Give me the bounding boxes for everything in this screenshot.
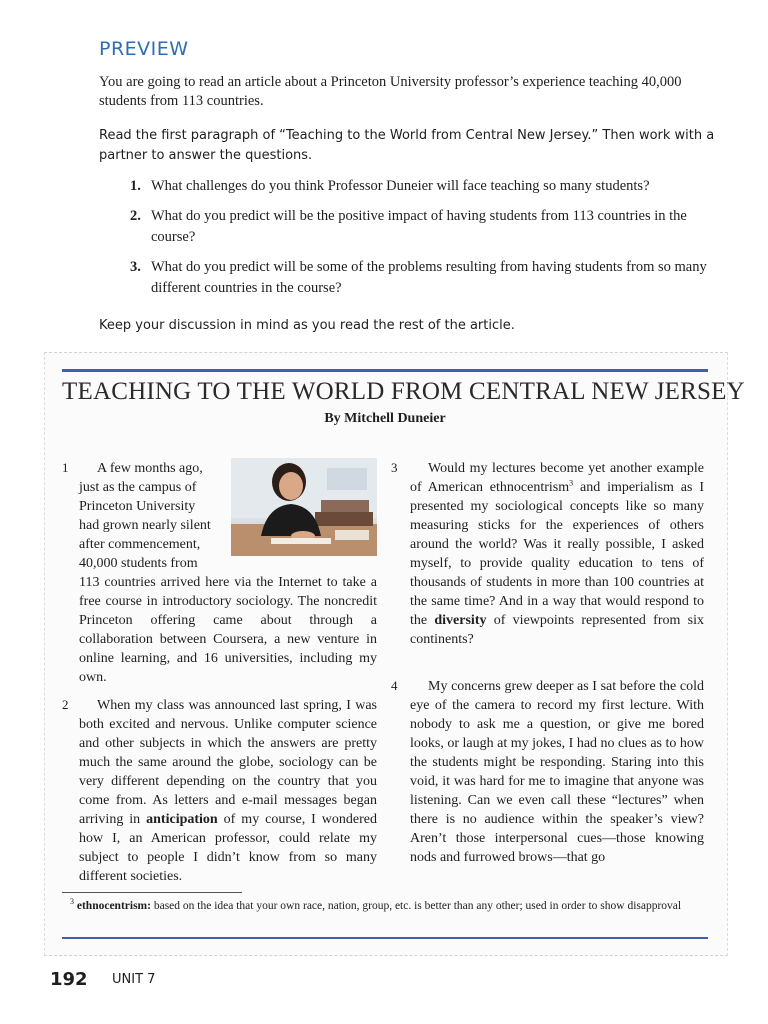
paragraph-1-wrap [79, 459, 229, 573]
footnote-number: 3 [70, 897, 74, 907]
paragraph-number: 4 [391, 678, 398, 693]
footnote-definition: based on the idea that your own race, nation, group, etc. is better than any other; used in order to show disapproval [150, 900, 682, 912]
article-byline: By Mitchell Duneier [324, 411, 446, 426]
paragraph-text: When my class was announced last spring, I was both excited and nervous. Unlike computer science and other subjects in which the answers are pretty much the same around the globe, sociology can be very different depending on the country that you come from. As letters and e-mail messages began arriving in [79, 698, 377, 827]
question-number: 1. [130, 178, 141, 194]
paragraph-number: 3 [391, 460, 398, 475]
paragraph-3 [410, 459, 704, 649]
preview-instruction: Read the first paragraph of “Teaching to the World from Central New Jersey.” Then work with a partner to answer the questions. [99, 128, 715, 163]
wrap-line: just as the campus of [79, 480, 197, 495]
paragraph-number: 2 [62, 697, 69, 712]
question-number: 3. [130, 259, 141, 275]
question-list [130, 176, 720, 308]
paragraph-2 [79, 696, 377, 886]
question-number: 2. [130, 208, 141, 224]
unit-label: UNIT 7 [112, 972, 156, 987]
page-number: 192 [50, 969, 88, 990]
wrap-line: after commencement, [79, 537, 201, 552]
wrap-line: Princeton University [79, 499, 196, 514]
paragraph-4: My concerns grew deeper as I sat before the cold eye of the camera to record my first lecture. With nobody to ask me a question, or give me bored looks, or laugh at my jokes, I had no clues as to how the students might be responding. Staring into this void, it was hard for me to imagine that anyone was listening. Can we even call these “lectures” when there is no audience within the speaker’s view? Aren’t those interpersonal cues—those knowing nods and furrowed brows—that go [410, 679, 704, 865]
question-text: What do you predict will be the positive impact of having students from 113 countries in the course? [151, 208, 687, 245]
wrap-line: had grown nearly silent [79, 518, 211, 533]
vocab-word: anticipation [146, 812, 218, 827]
wrap-line: A few months ago, [97, 461, 203, 476]
student-photo [231, 458, 377, 556]
paragraph-1-rest: 113 countries arrived here via the Internet to take a free course in introductory sociology. The noncredit Princeton offering came about through a collaboration between Coursera, a new venture in online learning, and 16 universities, including my own. [79, 575, 377, 685]
paragraph-number: 1 [62, 460, 69, 475]
article-bottom-rule [62, 937, 708, 939]
wrap-line: 40,000 students from [79, 556, 198, 571]
student-illustration [231, 458, 377, 556]
article-title: TEACHING TO THE WORLD FROM CENTRAL NEW JERSEY [62, 378, 745, 405]
question-item [130, 176, 720, 197]
preview-heading: PREVIEW [99, 38, 189, 60]
question-text: What challenges do you think Professor Duneier will face teaching so many students? [151, 178, 650, 194]
question-item [130, 206, 720, 248]
paragraph-text: of my course, I wondered how I, an American professor, could relate my subject to people I didn’t know from so many different societies. [79, 812, 377, 884]
article-top-rule [62, 369, 708, 372]
paragraph-text: of viewpoints represented from six continents? [410, 613, 704, 647]
footnote-rule [62, 892, 242, 893]
preview-closing: Keep your discussion in mind as you read the rest of the article. [99, 318, 515, 333]
footnote [70, 897, 710, 915]
vocab-word: diversity [434, 613, 487, 628]
footnote-marker: 3 [569, 478, 574, 488]
question-text: What do you predict will be some of the problems resulting from having students from so many different countries in the course? [151, 259, 707, 296]
footnote-term: ethnocentrism: [76, 900, 151, 912]
paragraph-text: Would my lectures become yet another example of American ethnocentrism [410, 461, 704, 495]
paragraph-text: and imperialism as I presented my sociological concepts like so many measuring sticks for the experiences of others around the world? Was it really possible, I asked myself, to provide quality education to tens of thousands of students in more than 100 countries at the same time? And in a way that would respond to the [410, 480, 704, 628]
preview-intro: You are going to read an article about a Princeton University professor’s experience teaching 40,000 students from 113 countries. [99, 74, 682, 109]
question-item [130, 257, 720, 299]
